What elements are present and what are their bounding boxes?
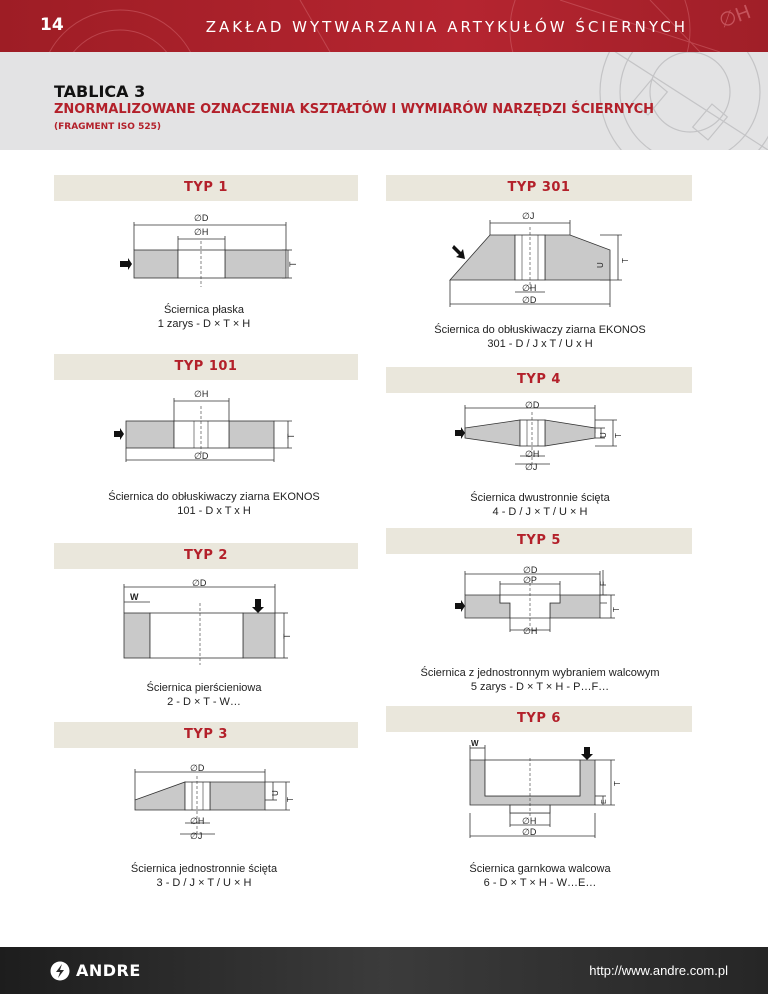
dim-label-h: ∅H bbox=[190, 816, 205, 826]
type-4-caption bbox=[420, 491, 660, 519]
type-3-diagram bbox=[125, 762, 305, 842]
type-4-designation: 4 - D / J × T / U × H bbox=[492, 506, 588, 518]
dim-label-t: T bbox=[286, 797, 295, 802]
dim-label-u: U bbox=[271, 790, 280, 796]
dim-label-d: ∅D bbox=[525, 400, 540, 410]
dim-label-t: T bbox=[612, 607, 621, 612]
page-number: 14 bbox=[40, 15, 64, 35]
type-101-heading: TYP 101 bbox=[54, 354, 358, 380]
type-5-caption bbox=[395, 666, 685, 694]
dim-label-d: ∅D bbox=[190, 763, 205, 773]
dim-label-h: ∅H bbox=[194, 227, 209, 237]
type-6-designation: 6 - D × T × H - W…E… bbox=[483, 877, 597, 889]
dim-label-h: ∅H bbox=[523, 626, 538, 636]
type-2-designation: 2 - D × T - W… bbox=[167, 696, 241, 708]
dim-label-h: ∅H bbox=[525, 449, 540, 459]
website-link[interactable]: http://www.andre.com.pl bbox=[589, 963, 728, 978]
type-5-heading: TYP 5 bbox=[386, 528, 692, 554]
dim-label-w: W bbox=[130, 592, 139, 602]
dim-label-j: ∅J bbox=[525, 462, 538, 472]
table-label: TABLICA 3 bbox=[54, 82, 146, 101]
type-1-diagram bbox=[110, 205, 310, 300]
dim-label-t: T bbox=[613, 781, 622, 786]
svg-text:∅H: ∅H bbox=[716, 1, 754, 33]
page-header bbox=[0, 0, 768, 52]
dim-label-j: ∅J bbox=[190, 831, 203, 841]
type-2-name: Ściernica pierścieniowa bbox=[146, 682, 262, 694]
type-1-designation: 1 zarys - D × T × H bbox=[157, 318, 251, 330]
dim-label-u: U bbox=[596, 262, 605, 268]
type-301-heading: TYP 301 bbox=[386, 175, 692, 201]
dim-label-h: ∅H bbox=[194, 389, 209, 399]
type-6-diagram bbox=[460, 738, 630, 843]
type-6-caption bbox=[420, 862, 660, 890]
dim-label-d: ∅D bbox=[194, 213, 209, 223]
type-4-diagram bbox=[455, 398, 635, 473]
dim-label-t: T bbox=[282, 633, 292, 639]
dim-label-d: ∅D bbox=[194, 451, 209, 461]
dim-label-j: ∅J bbox=[522, 211, 535, 221]
brand-name: ANDRE bbox=[76, 961, 141, 980]
type-5-diagram bbox=[455, 560, 635, 640]
type-301-name: Ściernica do obłuskiwaczy ziarna EKONOS bbox=[434, 324, 646, 336]
type-3-heading: TYP 3 bbox=[54, 722, 358, 748]
dim-label-d: ∅D bbox=[522, 827, 537, 837]
type-6-heading: TYP 6 bbox=[386, 706, 692, 732]
dim-label-f: F bbox=[599, 581, 608, 586]
type-301-designation: 301 - D / J x T / U x H bbox=[487, 338, 593, 350]
type-101-caption bbox=[64, 490, 364, 518]
dim-label-t: T bbox=[614, 433, 623, 438]
dim-label-u: U bbox=[599, 432, 608, 438]
table-title: ZNORMALIZOWANE OZNACZENIA KSZTAŁTÓW I WYMIARÓW NARZĘDZI ŚCIERNYCH bbox=[54, 102, 654, 117]
type-1-heading: TYP 1 bbox=[54, 175, 358, 201]
type-101-name: Ściernica do obłuskiwaczy ziarna EKONOS bbox=[108, 491, 320, 503]
type-2-diagram bbox=[110, 575, 310, 665]
table-title-block bbox=[0, 52, 768, 150]
table-subtitle: (FRAGMENT ISO 525) bbox=[54, 122, 161, 132]
type-301-caption bbox=[400, 323, 680, 351]
type-1-name: Ściernica płaska bbox=[163, 304, 245, 316]
type-5-name: Ściernica z jednostronnym wybraniem walcowym bbox=[420, 667, 660, 679]
dim-label-e: E bbox=[601, 799, 608, 804]
dim-label-t: T bbox=[621, 258, 630, 263]
dim-label-d: ∅D bbox=[192, 578, 207, 588]
type-6-name: Ściernica garnkowa walcowa bbox=[469, 863, 611, 875]
type-4-name: Ściernica dwustronnie ścięta bbox=[470, 492, 610, 504]
dim-label-t: T bbox=[286, 433, 296, 439]
type-101-diagram bbox=[110, 388, 310, 468]
type-5-designation: 5 zarys - D × T × H - P…F… bbox=[470, 681, 610, 693]
type-4-heading: TYP 4 bbox=[386, 367, 692, 393]
type-2-caption bbox=[104, 681, 304, 709]
dim-label-w: W bbox=[471, 739, 479, 748]
dim-label-t: T bbox=[288, 261, 298, 267]
type-301-diagram bbox=[440, 205, 640, 315]
header-title: ZAKŁAD WYTWARZANIA ARTYKUŁÓW ŚCIERNYCH bbox=[205, 18, 688, 36]
dim-label-d: ∅D bbox=[523, 565, 538, 575]
type-1-caption bbox=[104, 303, 304, 331]
type-101-designation: 101 - D x T x H bbox=[177, 505, 251, 517]
dim-label-p: ∅P bbox=[523, 575, 537, 585]
dim-label-d: ∅D bbox=[522, 295, 537, 305]
dim-label-h: ∅H bbox=[522, 283, 537, 293]
andre-logo-icon bbox=[50, 961, 70, 981]
type-3-name: Ściernica jednostronnie ścięta bbox=[130, 863, 278, 875]
type-3-designation: 3 - D / J × T / U × H bbox=[156, 877, 252, 889]
title-block-technical-drawing-decoration bbox=[0, 52, 768, 150]
page-footer bbox=[0, 947, 768, 994]
dim-label-h: ∅H bbox=[522, 816, 537, 826]
type-2-heading: TYP 2 bbox=[54, 543, 358, 569]
type-3-caption bbox=[104, 862, 304, 890]
